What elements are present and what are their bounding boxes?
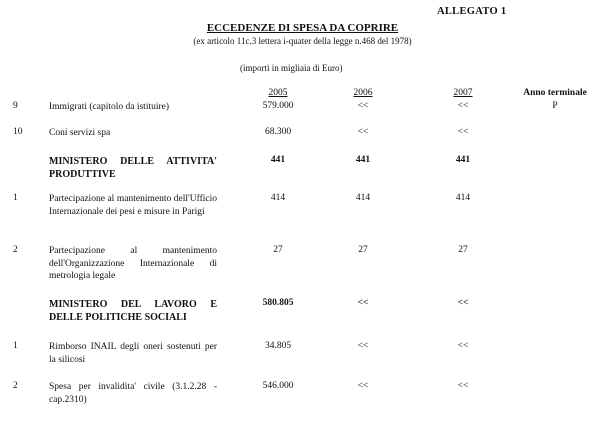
column-header-2005-text: 2005	[268, 88, 288, 98]
value-anno-terminale: P	[552, 101, 558, 111]
value-2005: 27	[273, 245, 283, 255]
row-description: Immigrati (capitolo da istituire)	[49, 102, 170, 112]
page-title	[0, 22, 605, 34]
row-description: Partecipazione al mantenimento dell'Ufficio Internazionale dei pesi e misure in Parigi	[49, 194, 217, 217]
value-2006: <<	[357, 381, 369, 391]
value-2007: <<	[457, 381, 469, 391]
value-2006: 414	[355, 193, 371, 203]
column-header-anno-terminale: Anno terminale	[523, 88, 587, 98]
value-2005: 68.300	[264, 127, 292, 137]
value-2006: <<	[357, 127, 369, 137]
value-2006: <<	[357, 101, 369, 111]
row-number: 2	[13, 245, 18, 255]
value-2006: <<	[357, 341, 369, 351]
row-number: 2	[13, 381, 18, 391]
column-header-2005	[248, 88, 308, 98]
section-heading: MINISTERO DELLE ATTIVITA' PRODUTTIVE	[49, 156, 217, 180]
row-description: Coni servizi spa	[49, 128, 111, 138]
section-heading: MINISTERO DEL LAVORO E DELLE POLITICHE SOCIALI	[49, 299, 217, 323]
value-2007: 414	[455, 193, 471, 203]
value-2007: <<	[457, 298, 469, 308]
row-number: 10	[13, 127, 23, 137]
row-number: 1	[13, 341, 18, 351]
allegato-label: ALLEGATO 1	[437, 6, 507, 17]
row-description: Partecipazione al mantenimento dell'Organizzazione Internazionale di metrologia legale	[49, 246, 217, 281]
column-header-2006-text: 2006	[353, 88, 373, 98]
row-description: Rimborso INAIL degli oneri sostenuti per la silicosi	[49, 342, 217, 365]
value-2005: 546.000	[262, 381, 294, 391]
column-header-2007	[433, 88, 493, 98]
value-2006: 27	[358, 245, 368, 255]
page-subtitle: (ex articolo 11c.3 lettera i-quater della legge n.468 del 1978)	[193, 36, 412, 46]
row-number: 1	[13, 193, 18, 203]
value-2005: 579.000	[262, 101, 294, 111]
page-title-text: ECCEDENZE DI SPESA DA COPRIRE	[206, 22, 399, 34]
units-note: (importi in migliaia di Euro)	[240, 63, 343, 73]
value-2005: 441	[270, 155, 286, 165]
value-2006: 441	[355, 155, 371, 165]
value-2005: 414	[270, 193, 286, 203]
row-number: 9	[13, 101, 18, 111]
value-2005: 34.805	[264, 341, 292, 351]
value-2007: <<	[457, 127, 469, 137]
column-header-2006	[333, 88, 393, 98]
value-2007: <<	[457, 101, 469, 111]
value-2007: 441	[455, 155, 471, 165]
value-2006: <<	[357, 298, 369, 308]
row-description: Spesa per invalidita' civile (3.1.2.28 - cap.2310)	[49, 382, 217, 405]
column-header-2007-text: 2007	[453, 88, 473, 98]
value-2005: 580.805	[262, 298, 294, 308]
value-2007: <<	[457, 341, 469, 351]
value-2007: 27	[458, 245, 468, 255]
